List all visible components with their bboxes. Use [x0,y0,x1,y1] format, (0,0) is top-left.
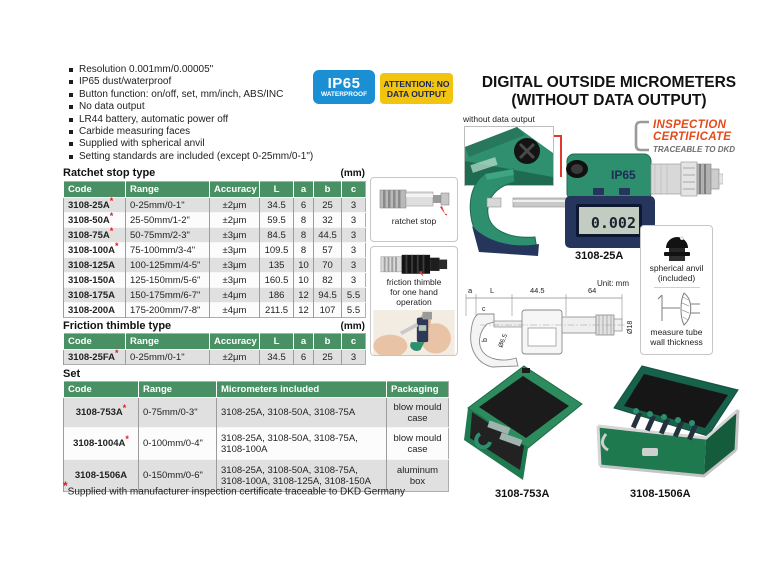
cell-range: 0-150mm/0-6" [139,460,217,492]
cell-c: 3 [342,273,366,288]
cell-code: 3108-1506A [64,460,139,492]
col-header: Packaging [387,382,449,398]
table-row [64,258,366,273]
cell-a: 6 [294,198,314,213]
cell-included: 3108-25A, 3108-50A, 3108-75A, 3108-100A [217,428,387,460]
table-row [64,288,366,303]
footnote-star: * [115,347,119,358]
cell-L: 160.5 [260,273,294,288]
cell-code: 3108-100A* [64,243,126,258]
without-data-output-caption: without data output [463,114,535,124]
cell-b: 107 [314,303,342,318]
cell-L: 109.5 [260,243,294,258]
svg-text:44.5: 44.5 [530,286,545,295]
cell-code: 3108-200A [64,303,126,318]
attention-no-data-output-badge [380,73,453,104]
cell-L: 84.5 [260,228,294,243]
cell-a: 10 [294,273,314,288]
col-header: L [260,182,294,198]
cell-code: 3108-25FA* [64,350,126,365]
cell-range: 25-50mm/1-2" [126,213,210,228]
cell-accuracy: ±2μm [210,213,260,228]
cell-range: 125-150mm/5-6" [126,273,210,288]
spherical-anvil-photo [657,231,697,263]
feature-item: LR44 battery, automatic power off [68,114,318,126]
svg-text:Ø6.5: Ø6.5 [497,333,510,349]
col-header: b [314,334,342,350]
cell-packaging: blow mould case [387,398,449,428]
spherical-anvil-caption: spherical anvil (included) [649,263,704,283]
cell-accuracy: ±4μm [210,303,260,318]
cell-range: 0-100mm/0-4" [139,428,217,460]
certificate-line2: CERTIFICATE [653,130,732,143]
svg-text:IP65: IP65 [611,168,636,182]
cell-c: 3 [342,350,366,365]
attention-badge-line1: ATTENTION: NO [383,78,450,89]
cell-b: 25 [314,198,342,213]
cell-b: 57 [314,243,342,258]
table-row [64,228,366,243]
table-row [64,428,449,460]
cell-L: 211.5 [260,303,294,318]
cell-range: 100-125mm/4-5" [126,258,210,273]
cell-accuracy: ±3μm [210,228,260,243]
cell-range: 50-75mm/2-3" [126,228,210,243]
unit-note: Unit: mm [597,279,629,288]
col-header: Range [126,182,210,198]
footnote-text: Supplied with manufacturer inspection certificate traceable to DKD Germany [67,486,406,498]
set-large-code-label: 3108-1506A [630,488,691,500]
cell-b: 70 [314,258,342,273]
ratchet-section-title: Ratchet stop type [63,167,156,179]
col-header: c [342,334,366,350]
cell-c: 3 [342,243,366,258]
cell-range: 75-100mm/3-4" [126,243,210,258]
col-header: Code [64,182,126,198]
attention-badge-line2: DATA OUTPUT [386,88,447,99]
svg-text:b: b [482,338,489,342]
table-row [64,243,366,258]
certificate-line3: TRACEABLE TO DKD [653,145,736,154]
friction-thimble-caption: friction thimble for one hand operation [386,276,442,307]
ip65-badge-text: IP65 [327,74,361,92]
col-header: a [294,182,314,198]
cell-c: 3 [342,228,366,243]
table-row [64,273,366,288]
cell-range: 175-200mm/7-8" [126,303,210,318]
cell-accuracy: ±3μm [210,258,260,273]
col-header: Code [64,382,139,398]
footnote-star: * [109,210,114,221]
footnote-star: * [115,240,119,251]
ratchet-stop-photo [375,184,453,216]
cell-range: 0-75mm/0-3" [139,398,217,428]
cell-code: 3108-25A* [64,198,126,213]
table-row [64,398,449,428]
ratchet-stop-caption: ratchet stop [391,216,437,226]
ratchet-section-header [63,167,365,179]
main-product-code-label: 3108-25A [575,250,624,262]
table-row [64,303,366,318]
footnote [63,479,406,498]
cell-code: 3108-50A* [64,213,126,228]
cell-a: 8 [294,213,314,228]
certificate-line1: INSPECTION [653,119,727,131]
page-title [455,74,763,109]
col-header: Accuracy [210,334,260,350]
cell-L: 34.5 [260,198,294,213]
cell-a: 12 [294,288,314,303]
feature-item: IP65 dust/waterproof [68,76,318,88]
cell-code: 3108-150A [64,273,126,288]
svg-text:64: 64 [588,286,597,295]
cell-accuracy: ±2μm [210,198,260,213]
cell-included: 3108-25A, 3108-50A, 3108-75A [217,398,387,428]
cell-a: 10 [294,258,314,273]
dimension-diagram [460,276,638,368]
feature-list [68,64,318,163]
ip65-waterproof-badge [313,70,375,104]
cell-range: 0-25mm/0-1" [126,198,210,213]
cell-packaging: blow mould case [387,428,449,460]
feature-item: Carbide measuring faces [68,126,318,138]
cell-a: 8 [294,228,314,243]
cell-accuracy: ±3μm [210,273,260,288]
cell-code: 3108-125A [64,258,126,273]
col-header: Range [139,382,217,398]
cell-c: 5.5 [342,303,366,318]
cell-c: 5.5 [342,288,366,303]
cell-c: 3 [342,258,366,273]
waterproof-badge-text: WATERPROOF [320,90,368,98]
blow-mould-case-photo [462,362,587,484]
col-header: Code [64,334,126,350]
col-header: Range [126,334,210,350]
footnote-star: * [63,479,68,493]
friction-section-title: Friction thimble type [63,320,172,332]
col-header: Accuracy [210,182,260,198]
ratchet-table [63,181,366,318]
cell-b: 32 [314,213,342,228]
cell-a: 8 [294,243,314,258]
feature-item: Setting standards are included (except 0-25mm/0-1") [68,151,318,163]
cell-a: 6 [294,350,314,365]
page-title-line1: DIGITAL OUTSIDE MICROMETERS [481,74,737,91]
cell-c: 3 [342,213,366,228]
cell-code: 3108-75A* [64,228,126,243]
svg-text:a: a [468,286,473,295]
feature-item: Resolution 0.001mm/0.00005" [68,64,318,76]
ratchet-stop-callout [370,177,458,242]
col-header: L [260,334,294,350]
cell-range: 0-25mm/0-1" [126,350,210,365]
cell-c: 3 [342,198,366,213]
friction-section-unit: (mm) [340,321,365,332]
set-table [63,381,449,492]
cell-accuracy: ±2μm [210,350,260,365]
friction-table [63,333,366,365]
cell-code: 3108-753A* [64,398,139,428]
aluminum-box-photo [586,364,760,484]
footnote-star: * [109,195,114,206]
cell-included: 3108-25A, 3108-50A, 3108-75A, 3108-100A, 3108-125A, 3108-150A [217,460,387,492]
cell-accuracy: ±3μm [210,243,260,258]
cell-L: 34.5 [260,350,294,365]
table-header-row [64,334,366,350]
tube-measuring-drawing [654,287,700,327]
footnote-star: * [125,433,129,444]
friction-thimble-photo [375,252,453,277]
table-header-row [64,382,449,398]
set-section-header [63,368,448,380]
one-hand-operation-photo [371,310,457,355]
table-row [64,350,366,365]
cell-L: 186 [260,288,294,303]
svg-text:c: c [482,306,486,313]
svg-text:Ø18: Ø18 [627,320,634,334]
measure-tube-caption: measure tube wall thickness [650,327,703,347]
cell-range: 150-175mm/6-7" [126,288,210,303]
col-header: c [342,182,366,198]
cell-a: 12 [294,303,314,318]
set-small-code-label: 3108-753A [495,488,550,500]
cell-code: 3108-1004A* [64,428,139,460]
cell-L: 59.5 [260,213,294,228]
ratchet-section-unit: (mm) [340,168,365,179]
col-header: Micrometers included [217,382,387,398]
col-header: b [314,182,342,198]
cell-accuracy: ±4μm [210,288,260,303]
feature-item: Button function: on/off, set, mm/inch, ABS/INC [68,89,318,101]
feature-item: Supplied with spherical anvil [68,138,318,150]
col-header: a [294,334,314,350]
cell-b: 44.5 [314,228,342,243]
cell-packaging: aluminum box [387,460,449,492]
cell-code: 3108-175A [64,288,126,303]
cell-b: 94.5 [314,288,342,303]
svg-text:L: L [490,286,495,295]
friction-thimble-callout [370,246,458,356]
page-title-line2: (WITHOUT DATA OUTPUT) [511,91,707,109]
feature-item: No data output [68,101,318,113]
friction-section-header [63,320,365,332]
cell-L: 135 [260,258,294,273]
set-section-title: Set [63,368,81,380]
spherical-anvil-box [640,225,713,355]
footnote-star: * [122,402,127,413]
cell-b: 25 [314,350,342,365]
cell-b: 82 [314,273,342,288]
svg-text:0.002: 0.002 [590,214,636,232]
footnote-star: * [109,225,114,236]
